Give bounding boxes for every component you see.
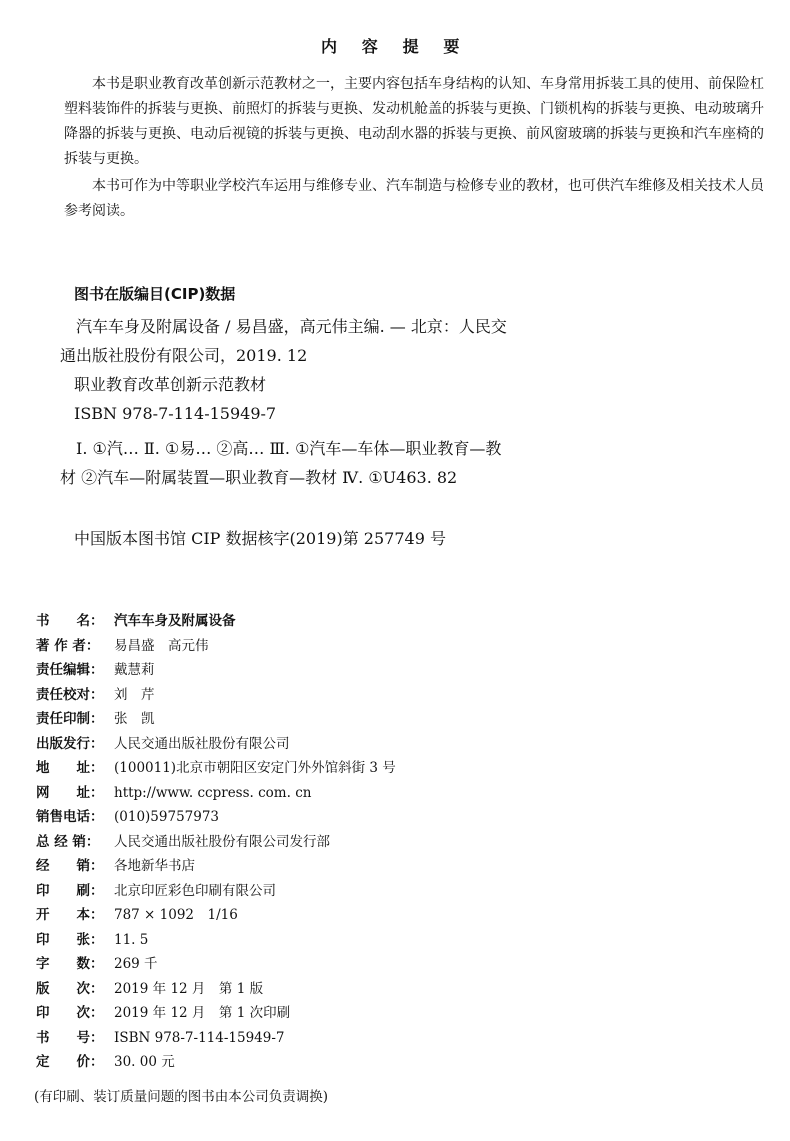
cip-check-number: 中国版本图书馆 CIP 数据核字(2019)第 257749 号 <box>74 529 446 548</box>
info-row <box>36 1026 396 1051</box>
quality-note: (有印刷、装订质量问题的图书由本公司负责调换) <box>34 1089 329 1105</box>
info-row <box>36 634 396 659</box>
info-row <box>36 707 396 732</box>
info-row <box>36 658 396 683</box>
info-value: 787 × 1092 1/16 <box>114 907 238 923</box>
cip-classification <box>60 434 510 492</box>
info-value: 戴慧莉 <box>114 662 155 678</box>
info-value: 汽车车身及附属设备 <box>114 613 236 629</box>
info-label: 出版发行： <box>36 735 104 752</box>
info-value: 各地新华书店 <box>114 858 195 874</box>
info-value: 30. 00 元 <box>114 1054 175 1070</box>
info-row <box>36 732 396 757</box>
info-label: 销售电话： <box>36 809 104 825</box>
info-row <box>36 683 396 708</box>
info-value: 2019 年 12 月 第 1 次印刷 <box>114 1005 291 1021</box>
info-value: 张 凯 <box>114 711 155 727</box>
info-row <box>36 928 396 953</box>
summary-text-2: 本书可作为中等职业学校汽车运用与维修专业、汽车制造与检修专业的教材，也可供汽车维修及相关技术人员参考阅读。 <box>64 178 764 219</box>
summary-text-1: 本书是职业教育改革创新示范教材之一，主要内容包括车身结构的认知、车身常用拆装工具的使用、前保险杠塑料装饰件的拆装与更换、前照灯的拆装与更换、发动机舱盖的拆装与更换、门锁机构的拆装与更换、电动玻璃升降器的拆装与更换、电动后视镜的拆装与更换、电动刮水器的拆装与更换、前风窗玻璃的拆装与更换和汽车座椅的拆装与更换。 <box>64 76 764 167</box>
info-label: 定 价： <box>36 1054 104 1070</box>
info-value: ISBN 978-7-114-15949-7 <box>114 1029 285 1046</box>
info-label: 版 次： <box>36 980 104 997</box>
cip-series: 职业教育改革创新示范教材 <box>74 375 267 394</box>
info-row <box>36 781 396 806</box>
publication-info-list <box>36 609 396 1075</box>
info-value: http://www. ccpress. com. cn <box>114 784 312 801</box>
info-row <box>36 952 396 977</box>
info-label: 开 本： <box>36 907 104 923</box>
info-value: 易昌盛 高元伟 <box>114 637 209 654</box>
info-row <box>36 903 396 928</box>
info-label: 总 经 销： <box>36 833 100 850</box>
info-label: 著 作 者： <box>36 637 100 654</box>
info-label: 印 张： <box>36 931 104 948</box>
info-value: (010)59757973 <box>114 809 220 825</box>
info-value: 北京印匠彩色印刷有限公司 <box>114 882 276 899</box>
info-label: 网 址： <box>36 784 104 801</box>
cip-classification-text: Ⅰ. ①汽… Ⅱ. ①易… ②高… Ⅲ. ①汽车—车体—职业教育—教材 ②汽车—附属装置—职业教育—教材 Ⅳ. ①U463. 82 <box>60 439 502 487</box>
info-row <box>36 879 396 904</box>
info-row <box>36 1050 396 1075</box>
info-label: 经 销： <box>36 858 104 874</box>
info-row <box>36 1001 396 1026</box>
info-value: 人民交通出版社股份有限公司发行部 <box>114 833 330 850</box>
info-row <box>36 977 396 1002</box>
info-value: 11. 5 <box>114 931 149 948</box>
cip-record <box>60 312 520 370</box>
info-label: 书 号： <box>36 1029 104 1046</box>
info-row <box>36 854 396 879</box>
info-row <box>36 609 396 634</box>
info-value: (100011)北京市朝阳区安定门外外馆斜街 3 号 <box>114 760 396 776</box>
info-row <box>36 830 396 855</box>
cip-title: 图书在版编目(CIP)数据 <box>74 285 236 303</box>
info-label: 责任编辑： <box>36 662 104 678</box>
info-value: 人民交通出版社股份有限公司 <box>114 735 290 752</box>
info-value: 刘 芹 <box>114 686 155 703</box>
info-label: 责任校对： <box>36 686 104 703</box>
info-label: 责任印制： <box>36 711 104 727</box>
info-label: 地 址： <box>36 760 104 776</box>
info-label: 书 名： <box>36 613 104 629</box>
info-label: 印 次： <box>36 1005 104 1021</box>
info-value: 2019 年 12 月 第 1 版 <box>114 980 264 997</box>
cip-isbn: ISBN 978-7-114-15949-7 <box>74 404 277 423</box>
summary-heading: 内 容 提 要 <box>321 37 469 56</box>
info-label: 字 数： <box>36 956 104 972</box>
info-label: 印 刷： <box>36 882 104 899</box>
info-row <box>36 756 396 781</box>
info-value: 269 千 <box>114 956 158 972</box>
info-row <box>36 805 396 830</box>
cip-record-text: 汽车车身及附属设备 / 易昌盛，高元伟主编. — 北京：人民交通出版社股份有限公司，2019. 12 <box>60 317 507 365</box>
summary-paragraph-2 <box>64 174 764 224</box>
summary-paragraph-1 <box>64 72 764 172</box>
